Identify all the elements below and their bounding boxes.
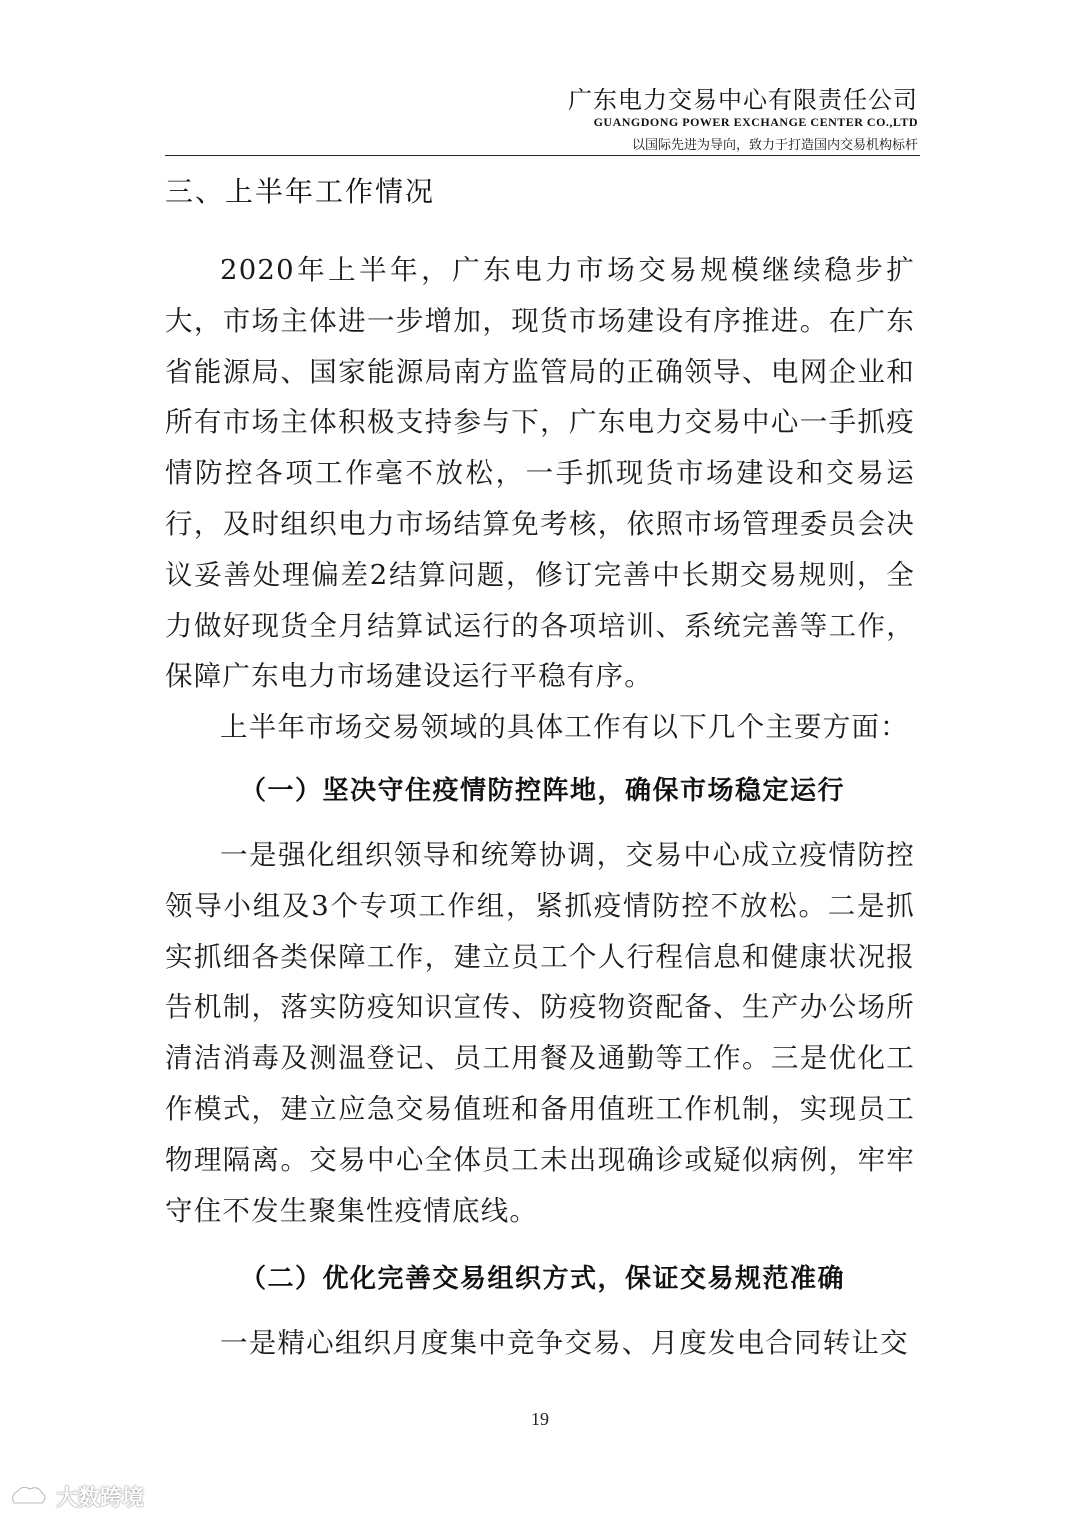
epidemic-block [165, 830, 915, 1236]
watermark-logo-icon [8, 1481, 50, 1511]
subheading-epidemic-control: （一）坚决守住疫情防控阵地，确保市场稳定运行 [239, 776, 845, 806]
watermark-text: 大数跨境 [56, 1485, 145, 1511]
trading-block [165, 1318, 915, 1369]
section-title: 三、上半年工作情况 [165, 175, 436, 208]
company-name-cn: 广东电力交易中心有限责任公司 [568, 86, 918, 114]
company-name-en: GUANGDONG POWER EXCHANGE CENTER CO.,LTD [593, 115, 918, 129]
subheading-trading-organization: （二）优化完善交易组织方式，保证交易规范准确 [239, 1264, 845, 1294]
paragraph-trading: 一是精心组织月度集中竞争交易、月度发电合同转让交 [220, 1327, 909, 1359]
paragraph-epidemic: 一是强化组织领导和统筹协调，交易中心成立疫情防控领导小组及3个专项工作组，紧抓疫情防控不放松。二是抓实抓细各类保障工作，建立员工个人行程信息和健康状况报告机制，落实防疫知识宣传、防疫物资配备、生产办公场所清洁消毒及测温登记、员工用餐及通勤等工作。三是优化工作模式，建立应急交易值班和备用值班工作机制，实现员工物理隔离。交易中心全体员工未出现确诊或疑似病例，牢牢守住不发生聚集性疫情底线。 [165, 839, 915, 1227]
watermark [8, 1476, 144, 1516]
paragraph-aspects: 上半年市场交易领域的具体工作有以下几个主要方面： [220, 711, 909, 744]
company-slogan: 以国际先进为导向，致力于打造国内交易机构标杆 [631, 138, 918, 153]
page-header [0, 0, 1080, 160]
page-number: 19 [531, 1409, 549, 1429]
header-divider [165, 155, 920, 156]
paragraph-intro: 2020年上半年，广东电力市场交易规模继续稳步扩大，市场主体进一步增加，现货市场建设有序推进。在广东省能源局、国家能源局南方监管局的正确领导、电网企业和所有市场主体积极支持参与下，广东电力交易中心一手抓疫情防控各项工作毫不放松，一手抓现货市场建设和交易运行，及时组织电力市场结算免考核，依照市场管理委员会决议妥善处理偏差2结算问题，修订完善中长期交易规则，全力做好现货全月结算试运行的各项培训、系统完善等工作，保障广东电力市场建设运行平稳有序。 [165, 254, 915, 693]
intro-block [165, 245, 915, 753]
